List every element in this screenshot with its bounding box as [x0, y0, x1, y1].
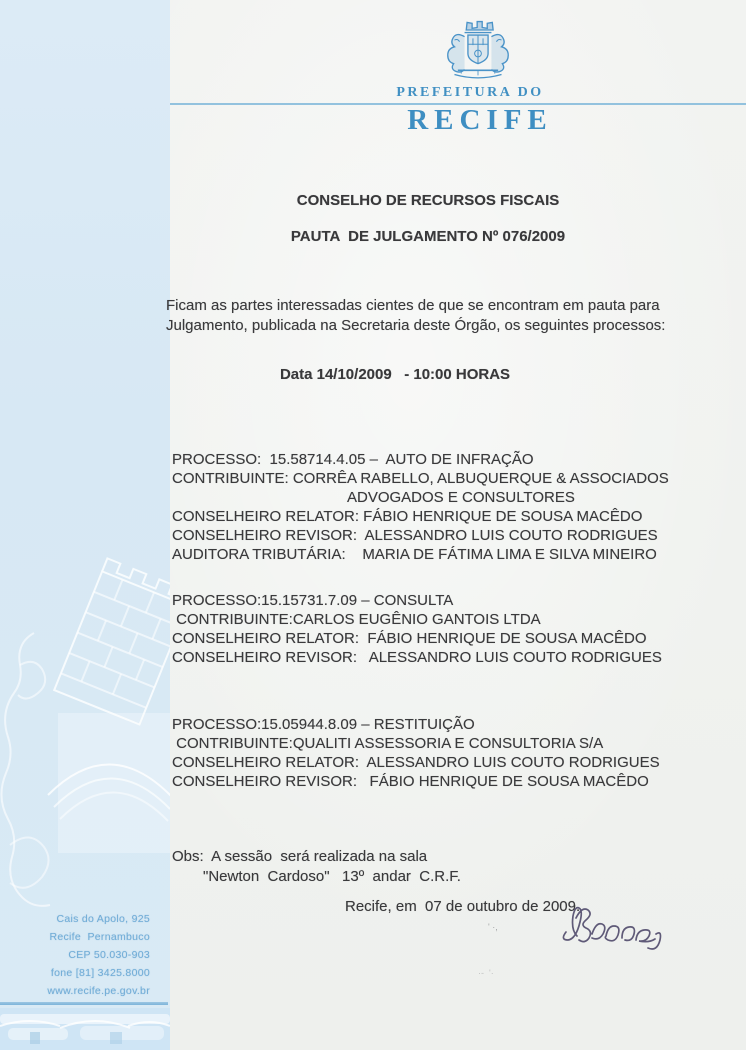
process-contribuinte-cont: ADVOGADOS E CONSULTORES	[347, 489, 575, 506]
obs-line: "Newton Cardoso" 13º andar C.R.F.	[203, 868, 461, 885]
recife-coat-of-arms-icon	[436, 18, 520, 84]
process-relator: CONSELHEIRO RELATOR: ALESSANDRO LUIS COUTO RODRIGUES	[172, 754, 660, 771]
process-auditora: AUDITORA TRIBUTÁRIA: MARIA DE FÁTIMA LIMA E SILVA MINEIRO	[172, 546, 657, 563]
address-line: Cais do Apolo, 925	[56, 913, 150, 925]
doc-subtitle: PAUTA DE JULGAMENTO Nº 076/2009	[290, 228, 566, 245]
handwritten-signature	[552, 898, 672, 950]
process-revisor: CONSELHEIRO REVISOR: ALESSANDRO LUIS COUTO RODRIGUES	[172, 527, 658, 544]
scan-artifact: ' ·,	[488, 922, 498, 932]
process-block-1	[172, 450, 669, 564]
org-name-large: RECIFE	[407, 104, 553, 136]
process-contribuinte: CONTRIBUINTE:CARLOS EUGÊNIO GANTOIS LTDA	[172, 611, 541, 628]
obs-line: Obs: A sessão será realizada na sala	[172, 848, 428, 865]
bridge-photo-strip	[0, 1008, 170, 1050]
process-relator: CONSELHEIRO RELATOR: FÁBIO HENRIQUE DE SOUSA MACÊDO	[172, 630, 647, 647]
address-line: fone [81] 3425.8000	[50, 967, 150, 979]
process-contribuinte: CONTRIBUINTE:QUALITI ASSESSORIA E CONSULTORIA S/A	[172, 735, 604, 752]
process-block-3	[172, 715, 660, 791]
process-revisor: CONSELHEIRO REVISOR: ALESSANDRO LUIS COUTO RODRIGUES	[172, 649, 662, 666]
address-line: Recife Pernambuco	[49, 931, 150, 943]
process-block-2	[172, 591, 662, 667]
left-blue-band	[0, 0, 170, 1050]
process-relator: CONSELHEIRO RELATOR: FÁBIO HENRIQUE DE SOUSA MACÊDO	[172, 508, 643, 525]
closing-city-date: Recife, em 07 de outubro de 2009.	[345, 898, 581, 915]
address-line: CEP 50.030-903	[68, 949, 150, 961]
doc-title: CONSELHO DE RECURSOS FISCAIS	[296, 192, 560, 209]
process-revisor: CONSELHEIRO REVISOR: FÁBIO HENRIQUE DE SOUSA MACÊDO	[172, 773, 649, 790]
footer-divider-line	[0, 1002, 168, 1005]
session-date: Data 14/10/2009 - 10:00 HORAS	[279, 366, 511, 383]
process-number: PROCESSO: 15.58714.4.05 – AUTO DE INFRAÇÃO	[172, 451, 534, 468]
intro-line: Ficam as partes interessadas cientes de que se encontram em pauta para	[166, 297, 660, 314]
obs-note	[172, 847, 461, 887]
scan-artifact: ·- '·	[478, 968, 494, 978]
process-number: PROCESSO:15.15731.7.09 – CONSULTA	[172, 592, 454, 609]
process-number: PROCESSO:15.05944.8.09 – RESTITUIÇÃO	[172, 716, 475, 733]
website-url: www.recife.pe.gov.br	[47, 985, 150, 997]
process-contribuinte: CONTRIBUINTE: CORRÊA RABELLO, ALBUQUERQUE & ASSOCIADOS	[172, 470, 669, 487]
intro-line: Julgamento, publicada na Secretaria deste Órgão, os seguintes processos:	[166, 317, 666, 334]
footer-address	[18, 910, 150, 1000]
org-name-small: PREFEITURA DO	[396, 85, 544, 100]
intro-paragraph	[166, 296, 665, 336]
